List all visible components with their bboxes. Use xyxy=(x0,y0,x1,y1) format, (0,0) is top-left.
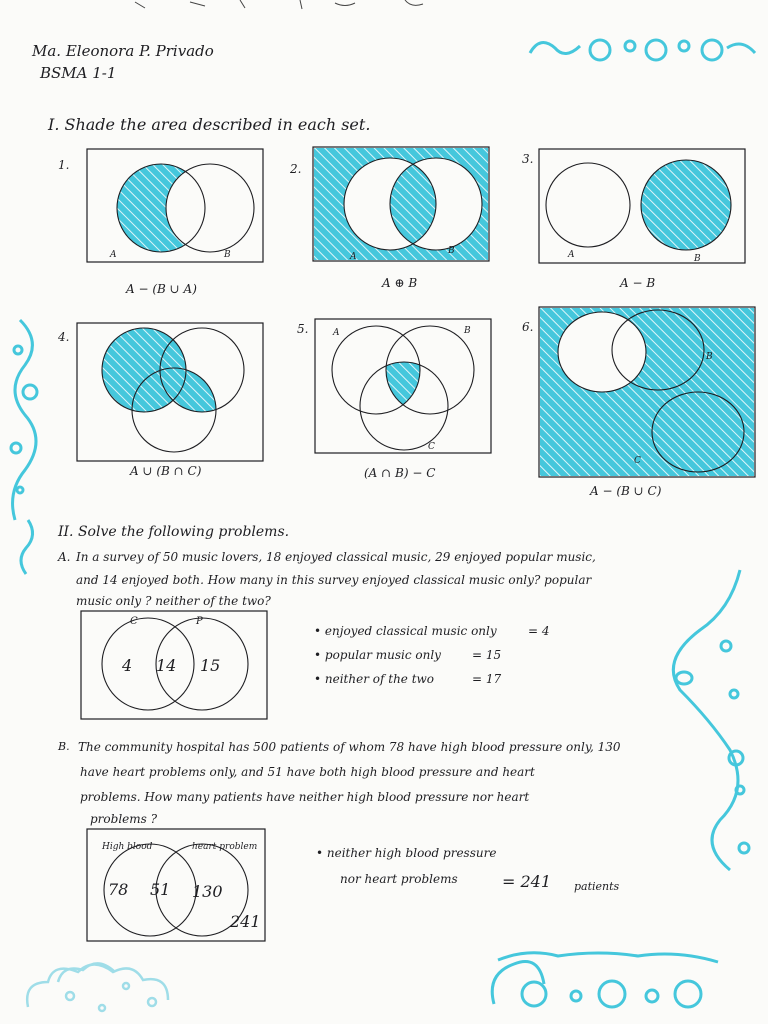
problem-a-line-2: and 14 enjoyed both. How many in this survey enjoyed classical music only? popular xyxy=(76,573,592,587)
item2-venn xyxy=(312,146,492,264)
item3-number: 3. xyxy=(522,152,534,166)
decorative-wave-left xyxy=(0,320,60,520)
problem-b-region-right: 130 xyxy=(192,882,223,901)
item6-caption: A − (B ∪ C) xyxy=(590,484,662,498)
item6-region-shaded xyxy=(540,308,754,476)
item3-label-a: A xyxy=(568,250,575,260)
problem-a-answer-3-label: • neither of the two xyxy=(314,672,435,686)
decorative-circles-bottom-right xyxy=(488,944,728,1024)
student-section: BSMA 1-1 xyxy=(40,64,117,82)
problem-b-set-heart-problem: heart problem xyxy=(192,842,258,852)
item4-caption: A ∪ (B ∩ C) xyxy=(130,464,202,478)
problem-a-answer-1-label: • enjoyed classical music only xyxy=(314,624,497,638)
problem-a-region-right: 15 xyxy=(200,656,221,675)
problem-b-line-2: have heart problems only, and 51 have both high blood pressure and heart xyxy=(80,765,535,779)
problem-a-line-1: In a survey of 50 music lovers, 18 enjoyed classical music, 29 enjoyed popular music, xyxy=(76,550,596,564)
item2-number: 2. xyxy=(290,162,302,176)
decorative-circles-top xyxy=(522,28,762,78)
problem-a-region-middle: 14 xyxy=(156,656,177,675)
item1-caption: A − (B ∪ A) xyxy=(126,282,197,296)
item2-label-a: A xyxy=(350,252,357,262)
problem-b-answer-line-2: nor heart problems xyxy=(340,872,458,886)
problem-a-answer-3-value: = 17 xyxy=(472,672,502,686)
item6-label-c: C xyxy=(634,456,641,466)
item1-number: 1. xyxy=(58,158,70,172)
item5-venn xyxy=(314,318,494,458)
decorative-squiggle-left xyxy=(4,520,44,580)
problem-a-answer-2-label: • popular music only xyxy=(314,648,441,662)
student-name: Ma. Eleonora P. Privado xyxy=(32,42,214,60)
problem-b-set-high-blood: High blood xyxy=(102,842,153,852)
item3-venn xyxy=(538,148,748,266)
problem-a-set-c: C xyxy=(130,616,138,627)
problem-a-letter: A. xyxy=(58,550,71,564)
problem-b-line-1: The community hospital has 500 patients of whom 78 have high blood pressure only, 130 xyxy=(78,740,621,754)
problem-a-set-p: P xyxy=(196,616,203,627)
problem-a-line-3: music only ? neither of the two? xyxy=(76,594,271,608)
item1-venn xyxy=(86,148,266,266)
problem-b-answer-value: = 241 xyxy=(502,872,552,891)
item3-caption: A − B xyxy=(620,276,656,290)
problem-b-region-outside: 241 xyxy=(230,912,261,931)
problem-b-answer-unit: patients xyxy=(574,880,620,893)
item5-label-b: B xyxy=(464,326,471,336)
item5-label-a: A xyxy=(333,328,340,338)
item4-number: 4. xyxy=(58,330,70,344)
item2-label-b: B xyxy=(448,246,455,256)
problem-b-region-middle: 51 xyxy=(150,880,171,899)
item2-caption: A ⊕ B xyxy=(382,276,418,290)
item6-number: 6. xyxy=(522,320,534,334)
part1-title: I. Shade the area described in each set. xyxy=(48,115,371,134)
decorative-clouds-bottom-left xyxy=(18,952,218,1022)
item6-venn xyxy=(538,306,756,478)
problem-b-letter: B. xyxy=(58,740,70,753)
item3-label-b: B xyxy=(694,254,701,264)
part2-title: II. Solve the following problems. xyxy=(58,524,290,540)
item1-label-b: B xyxy=(224,250,231,260)
problem-b-region-left: 78 xyxy=(108,880,129,899)
problem-b-answer-line-1: • neither high blood pressure xyxy=(316,846,497,860)
problem-a-answer-1-value: = 4 xyxy=(528,624,550,638)
item5-label-c: C xyxy=(428,442,435,452)
item5-caption: (A ∩ B) − C xyxy=(364,466,436,480)
problem-b-line-3: problems. How many patients have neither high blood pressure nor heart xyxy=(80,790,530,804)
item5-number: 5. xyxy=(297,322,309,336)
item4-venn xyxy=(76,322,266,464)
problem-b-line-4: problems ? xyxy=(90,812,158,826)
problem-a-region-left: 4 xyxy=(122,656,133,675)
item6-label-b: B xyxy=(706,352,713,362)
decorative-wave-right xyxy=(660,570,750,870)
item1-label-a: A xyxy=(110,250,117,260)
problem-a-answer-2-value: = 15 xyxy=(472,648,502,662)
top-edge-scribbles xyxy=(0,0,768,20)
